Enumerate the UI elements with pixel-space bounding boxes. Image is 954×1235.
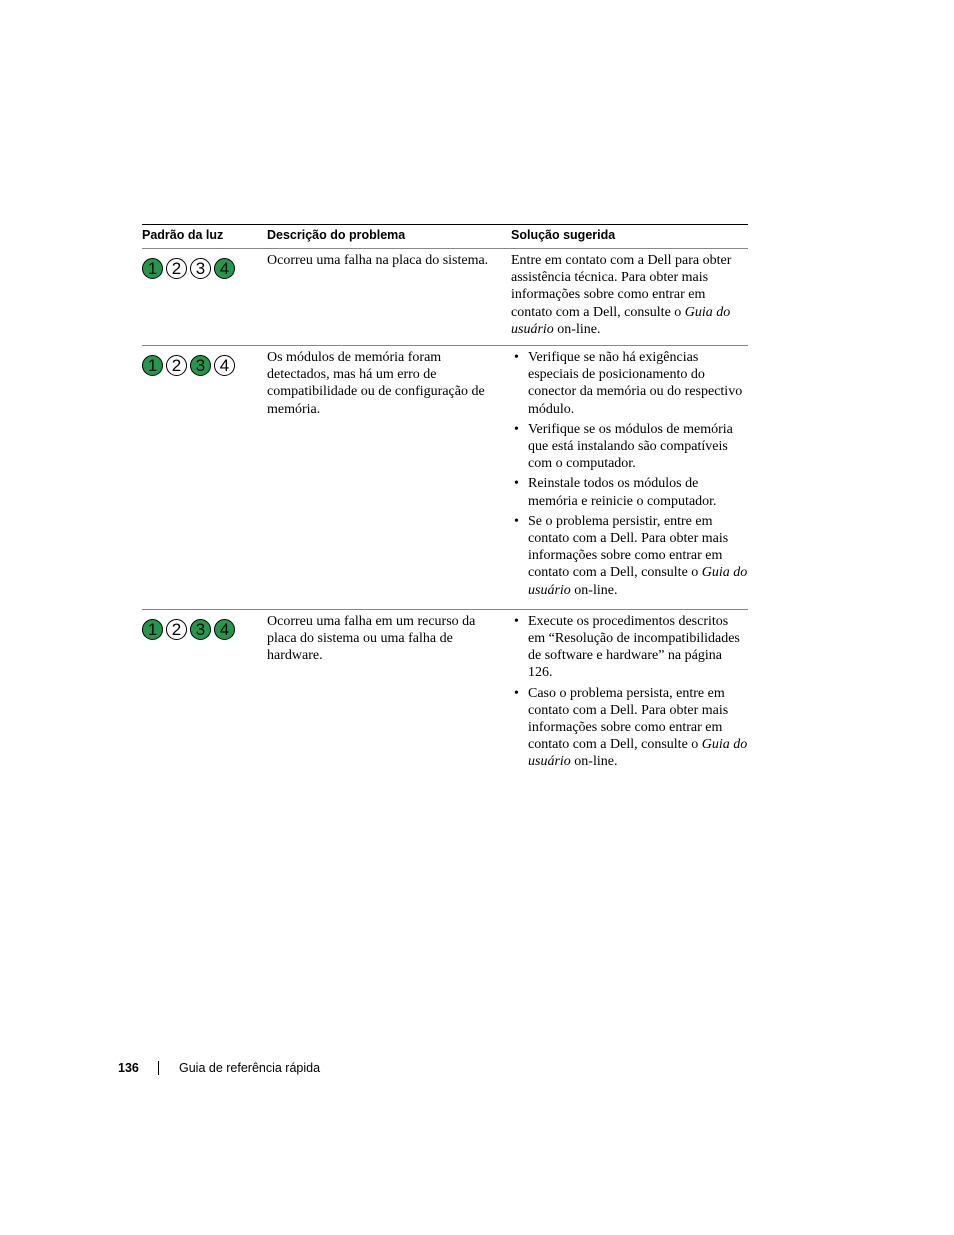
suggested-solution-cell — [511, 609, 748, 780]
solution-bullet-list — [511, 613, 748, 771]
diagnostic-light-3-off: 3 — [190, 258, 211, 279]
diagnostic-light-4-on: 4 — [214, 258, 235, 279]
page-footer — [118, 1061, 320, 1075]
diagnostic-lights — [142, 349, 267, 376]
diagnostic-lights-table-container — [142, 224, 748, 781]
footer-title: Guia de referência rápida — [179, 1061, 321, 1075]
solution-bullet-item — [511, 685, 748, 771]
diagnostic-lights-table — [142, 224, 748, 781]
diagnostic-light-4-on: 4 — [214, 619, 235, 640]
diagnostic-light-1-on: 1 — [142, 619, 163, 640]
solution-bullet-item — [511, 513, 748, 599]
solution-text: Se o problema persistir, entre em contato com a Dell. Para obter mais informações sobre como entrar em contato com a Dell, consulte o — [528, 513, 729, 581]
page-number: 136 — [118, 1061, 139, 1075]
header-light-pattern: Padrão da luz — [142, 225, 267, 249]
solution-text: Entre em contato com a Dell para obter assistência técnica. Para obter mais informações sobre como entrar em contato com a Dell, consulte o — [511, 253, 732, 320]
diagnostic-light-1-on: 1 — [142, 355, 163, 376]
diagnostic-light-2-off: 2 — [166, 355, 187, 376]
light-pattern-cell — [142, 609, 267, 780]
solution-text: Verifique se não há exigências especiais de posicionamento do conector da memória ou do respectivo módulo. — [528, 350, 743, 417]
diagnostic-light-3-on: 3 — [190, 355, 211, 376]
diagnostic-light-2-off: 2 — [166, 619, 187, 640]
solution-bullet-item — [511, 349, 748, 418]
light-pattern-cell — [142, 249, 267, 346]
solution-text: Reinstale todos os módulos de memória e reinicie o computador. — [528, 476, 717, 509]
diagnostic-lights — [142, 613, 267, 640]
solution-bullet-item — [511, 421, 748, 473]
solution-text-italic: Guia do usuário — [528, 565, 748, 598]
header-suggested-solution: Solução sugerida — [511, 225, 748, 249]
solution-bullet-item — [511, 475, 748, 509]
diagnostic-light-3-on: 3 — [190, 619, 211, 640]
problem-description-cell: Os módulos de memória foram detectados, mas há um erro de compatibilidade ou de configuração de memória. — [267, 346, 511, 610]
solution-text: Execute os procedimentos descritos em “Resolução de incompatibilidades de software e hardware” na página 126. — [528, 613, 740, 681]
table-row — [142, 609, 748, 780]
solution-text-italic: Guia do usuário — [511, 304, 731, 337]
solution-bullet-item — [511, 613, 748, 682]
solution-text-italic: Guia do usuário — [528, 737, 748, 770]
header-problem-description: Descrição do problema — [267, 225, 511, 249]
solution-text: on-line. — [570, 754, 618, 770]
solution-text: on-line. — [553, 321, 601, 337]
solution-bullet-list — [511, 349, 748, 599]
table-row — [142, 249, 748, 346]
solution-text: on-line. — [570, 582, 618, 598]
suggested-solution-cell — [511, 346, 748, 610]
table-row — [142, 346, 748, 610]
problem-description-cell: Ocorreu uma falha na placa do sistema. — [267, 249, 511, 346]
diagnostic-light-1-on: 1 — [142, 258, 163, 279]
diagnostic-light-2-off: 2 — [166, 258, 187, 279]
solution-text: Verifique se os módulos de memória que está instalando são compatíveis com o computador. — [528, 421, 733, 472]
table-body — [142, 249, 748, 781]
table-header-row — [142, 225, 748, 249]
problem-description-cell: Ocorreu uma falha em um recurso da placa do sistema ou uma falha de hardware. — [267, 613, 476, 664]
solution-text: Caso o problema persista, entre em contato com a Dell. Para obter mais informações sobre como entrar em contato com a Dell, consulte o — [528, 685, 729, 753]
diagnostic-lights — [142, 252, 267, 279]
light-pattern-cell — [142, 346, 267, 610]
footer-separator — [158, 1061, 159, 1075]
diagnostic-light-4-off: 4 — [214, 355, 235, 376]
suggested-solution-cell — [511, 249, 748, 346]
